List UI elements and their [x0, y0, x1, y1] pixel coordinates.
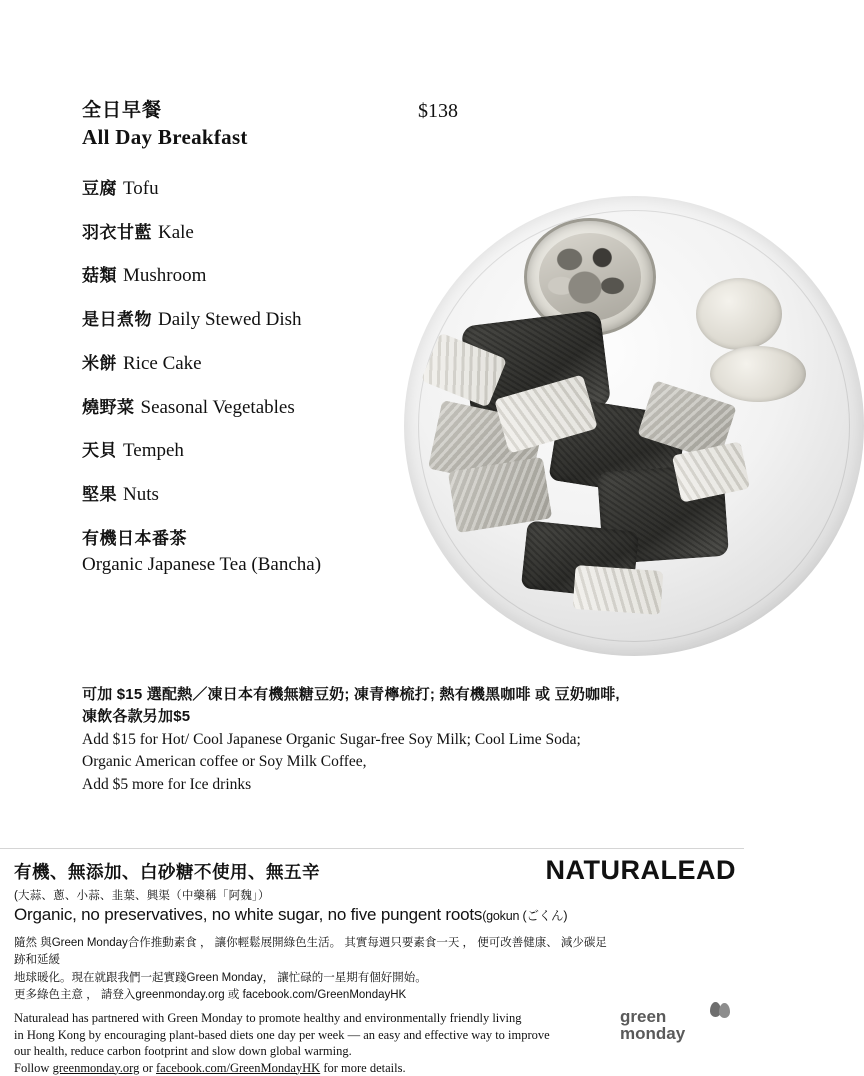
menu-item-zh: 羽衣甘藍: [82, 223, 152, 242]
breakfast-plate-photo: [404, 196, 764, 668]
plate-shape: [404, 196, 864, 656]
partner-zh-line1: 隨然 與Green Monday合作推動素食 ， 讓你輕鬆展開綠色生活。 其實每週只要素食一天 ， 便可改善健康、 減少碳足跡和延緩: [14, 935, 614, 970]
menu-item-zh: 堅果: [82, 485, 117, 504]
partner-zh-line2: 地球暖化。現在就跟我們一起實踐Green Monday， 讓忙碌的一星期有個好開始。: [14, 970, 614, 987]
menu-item-en: Tofu: [123, 178, 159, 199]
food-light-patch: [573, 565, 664, 615]
addons-en-line1: Add $15 for Hot/ Cool Japanese Organic Sugar-free Soy Milk; Cool Lime Soda;: [82, 730, 707, 751]
addons-zh-line2: 凍飲各款另加$5: [82, 706, 707, 728]
menu-item-zh: 菇類: [82, 266, 117, 285]
menu-item-en: Nuts: [123, 484, 159, 505]
partner-zh-line3: 更多綠色主意 ， 請登入greenmonday.org 或 facebook.com/GreenMondayHK: [14, 987, 614, 1004]
menu-item-en: Seasonal Vegetables: [141, 397, 295, 418]
section-title-en: All Day Breakfast: [82, 124, 382, 151]
partner-en-line2: in Hong Kong by encouraging plant-based diets one day per week — an easy and effective way to improve: [14, 1027, 624, 1044]
footer: [0, 848, 744, 1052]
menu-item-zh: 是日煮物: [82, 310, 152, 329]
claim-zh-sub: (大蒜、蔥、小蒜、韭葉、興渠（中藥稱「阿魏」）: [14, 887, 734, 903]
leaf-icon: [710, 1002, 732, 1018]
menu-section-header: [82, 98, 482, 151]
brand-name: NATURALEAD: [546, 855, 736, 886]
addons-note: [82, 684, 707, 796]
green-monday-logo: [620, 1008, 730, 1042]
menu-item-zh: 米餅: [82, 354, 117, 373]
food-disc: [696, 278, 782, 350]
partner-en-line4: [14, 1060, 624, 1076]
section-price: $138: [418, 98, 458, 123]
section-title-zh: 全日早餐: [82, 98, 382, 124]
food-disc: [710, 346, 806, 402]
menu-item-en: Rice Cake: [123, 353, 202, 374]
menu-section-titles: [82, 98, 382, 151]
gm-logo-line1: green: [620, 1008, 730, 1025]
menu-item-zh: 燒野菜: [82, 398, 135, 417]
gm-logo-line2: monday: [620, 1025, 730, 1042]
facebook-link[interactable]: facebook.com/GreenMondayHK: [156, 1061, 320, 1075]
follow-suffix: for more details.: [320, 1061, 405, 1075]
follow-mid: or: [139, 1061, 156, 1075]
partner-text-en: [14, 1010, 624, 1076]
addons-zh-line1: 可加 $15 選配熱／凍日本有機無糖豆奶; 凍青檸梳打; 熱有機黑咖啡 或 豆奶咖啡,: [82, 684, 707, 706]
claim-en-text: Organic, no preservatives, no white sugar, no five pungent roots: [14, 905, 482, 924]
menu-item-en: Daily Stewed Dish: [158, 309, 302, 330]
menu-item-en: Kale: [158, 222, 194, 243]
addons-en-line3: Add $5 more for Ice drinks: [82, 775, 707, 796]
menu-item-en: Tempeh: [123, 440, 184, 461]
partner-en-line3: our health, reduce carbon footprint and slow down global warming.: [14, 1043, 624, 1060]
claim-en-small: (gokun (ごくん): [482, 909, 567, 923]
partner-en-line1: Naturalead has partnered with Green Monday to promote healthy and environmentally friendly living: [14, 1010, 624, 1027]
claim-zh: 有機、無添加、白砂糖不使用、無五辛: [14, 859, 734, 884]
menu-item-en: Organic Japanese Tea (Bancha): [82, 553, 482, 577]
menu-item-zh: 天貝: [82, 441, 117, 460]
menu-item-en: Mushroom: [123, 265, 206, 286]
partner-text-zh: [14, 935, 614, 1004]
claim-en: [14, 905, 734, 925]
follow-prefix: Follow: [14, 1061, 53, 1075]
menu-item-zh: 有機日本番茶: [82, 529, 187, 548]
greenmonday-link[interactable]: greenmonday.org: [53, 1061, 140, 1075]
addons-en-line2: Organic American coffee or Soy Milk Coffee,: [82, 752, 707, 773]
bowl-contents: [539, 233, 641, 321]
menu-item-zh: 豆腐: [82, 179, 117, 198]
